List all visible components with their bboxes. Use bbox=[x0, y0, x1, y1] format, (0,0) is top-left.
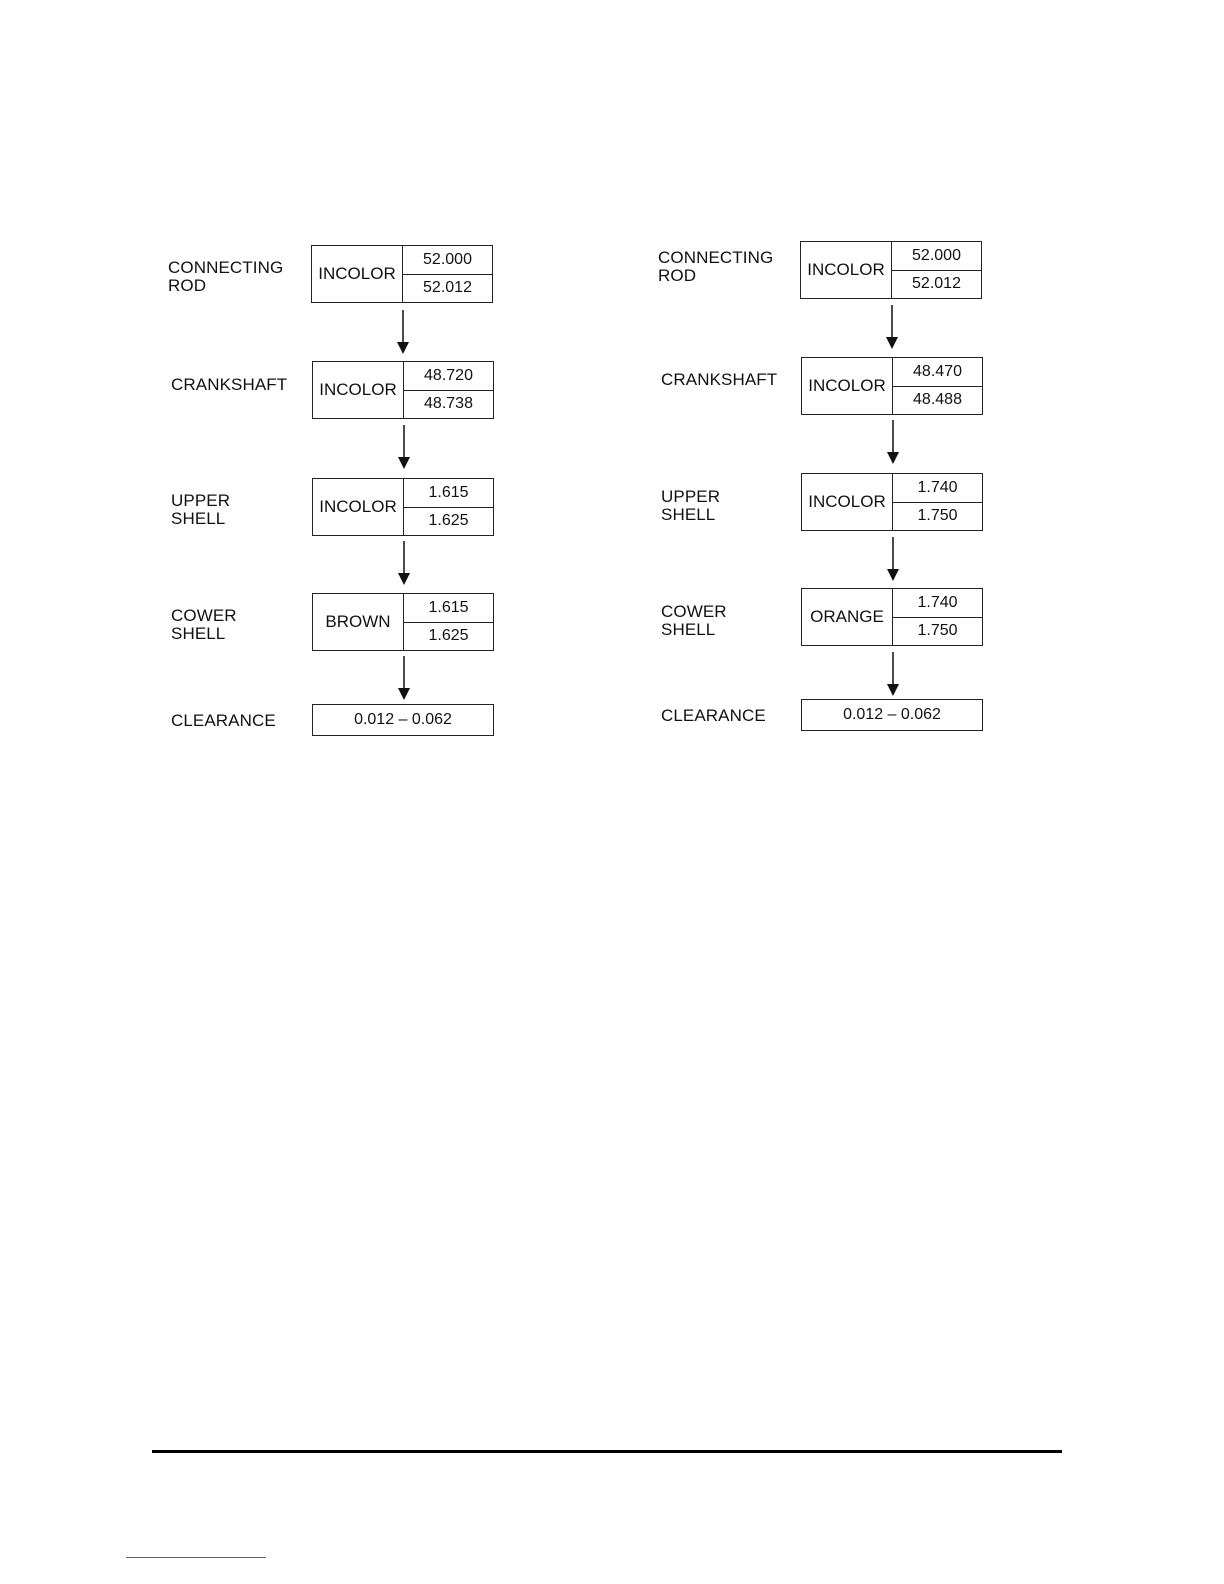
connecting-rod-label: CONNECTING ROD bbox=[168, 258, 284, 295]
footer-divider bbox=[152, 1450, 1062, 1453]
upper-shell-max: 1.750 bbox=[917, 507, 958, 525]
connecting-rod-max: 52.012 bbox=[423, 279, 472, 297]
lower-shell-max: 1.750 bbox=[917, 622, 958, 640]
upper-shell-label: UPPER SHELL bbox=[171, 491, 231, 528]
upper-shell-max: 1.625 bbox=[428, 512, 469, 530]
crankshaft-min: 48.720 bbox=[404, 362, 493, 391]
crankshaft-label: CRANKSHAFT bbox=[171, 375, 288, 394]
upper-shell-spec bbox=[312, 478, 494, 536]
lower-shell-color: ORANGE bbox=[802, 589, 893, 645]
crankshaft-spec bbox=[801, 357, 983, 415]
crankshaft-max: 48.488 bbox=[913, 391, 962, 409]
connecting-rod-label: CONNECTING ROD bbox=[658, 248, 774, 285]
footer-link-underline bbox=[126, 1557, 266, 1558]
lower-shell-min: 1.740 bbox=[893, 589, 982, 618]
clearance-label: CLEARANCE bbox=[171, 711, 276, 730]
crankshaft-color: INCOLOR bbox=[313, 362, 404, 418]
connecting-rod-min: 52.000 bbox=[892, 242, 981, 271]
crankshaft-min: 48.470 bbox=[893, 358, 982, 387]
crankshaft-spec bbox=[312, 361, 494, 419]
upper-shell-color: INCOLOR bbox=[313, 479, 404, 535]
lower-shell-spec bbox=[801, 588, 983, 646]
lower-shell-max: 1.625 bbox=[428, 627, 469, 645]
arrow-down-icon bbox=[398, 541, 410, 585]
upper-shell-min: 1.740 bbox=[893, 474, 982, 503]
lower-shell-label: COWER SHELL bbox=[661, 602, 727, 639]
lower-shell-spec bbox=[312, 593, 494, 651]
arrow-down-icon bbox=[887, 420, 899, 464]
crankshaft-max: 48.738 bbox=[424, 395, 473, 413]
arrow-down-icon bbox=[397, 310, 409, 354]
crankshaft-color: INCOLOR bbox=[802, 358, 893, 414]
upper-shell-spec bbox=[801, 473, 983, 531]
lower-shell-min: 1.615 bbox=[404, 594, 493, 623]
crankshaft-label: CRANKSHAFT bbox=[661, 370, 778, 389]
arrow-down-icon bbox=[398, 656, 410, 700]
arrow-down-icon bbox=[887, 537, 899, 581]
arrow-down-icon bbox=[887, 652, 899, 696]
arrow-down-icon bbox=[398, 425, 410, 469]
arrow-down-icon bbox=[886, 305, 898, 349]
clearance-label: CLEARANCE bbox=[661, 706, 766, 725]
clearance-value: 0.012 – 0.062 bbox=[801, 699, 983, 731]
connecting-rod-spec bbox=[800, 241, 982, 299]
connecting-rod-spec bbox=[311, 245, 493, 303]
upper-shell-color: INCOLOR bbox=[802, 474, 893, 530]
lower-shell-label: COWER SHELL bbox=[171, 606, 237, 643]
connecting-rod-color: INCOLOR bbox=[312, 246, 403, 302]
connecting-rod-color: INCOLOR bbox=[801, 242, 892, 298]
upper-shell-label: UPPER SHELL bbox=[661, 487, 721, 524]
connecting-rod-min: 52.000 bbox=[403, 246, 492, 275]
lower-shell-color: BROWN bbox=[313, 594, 404, 650]
connecting-rod-max: 52.012 bbox=[912, 275, 961, 293]
clearance-value: 0.012 – 0.062 bbox=[312, 704, 494, 736]
upper-shell-min: 1.615 bbox=[404, 479, 493, 508]
